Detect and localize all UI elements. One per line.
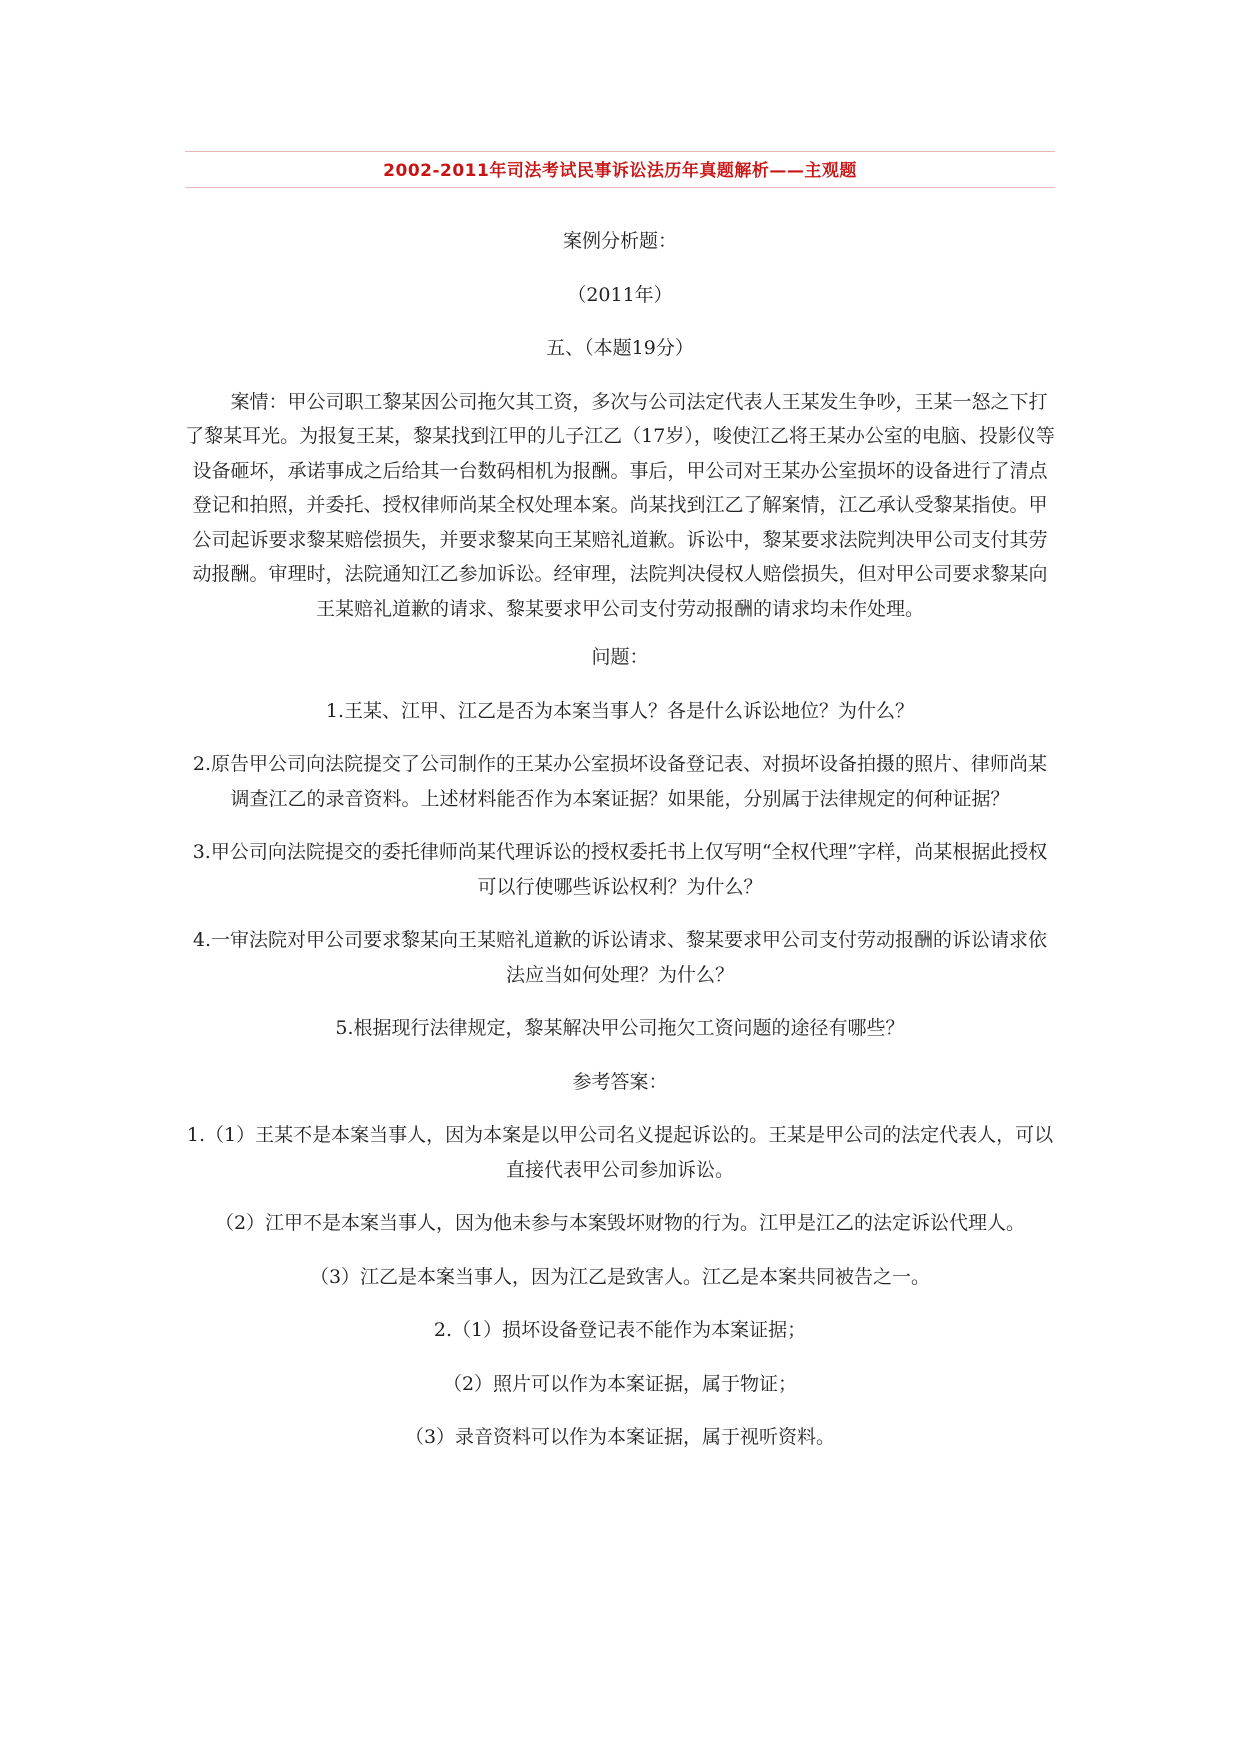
title-bottom-rule: [185, 187, 1055, 188]
answer-item: （2）照片可以作为本案证据，属于物证；: [442, 1372, 798, 1395]
answer-item: 1.（1）王某不是本案当事人，因为本案是以甲公司名义提起诉讼的。王某是甲公司的法定代表人，可以直接代表甲公司参加诉讼。: [186, 1124, 1054, 1181]
section-heading: 案例分析题：: [562, 230, 677, 252]
answer-item: 2.（1）损坏设备登记表不能作为本案证据；: [433, 1319, 807, 1341]
document-title: 2002-2011年司法考试民事诉讼法历年真题解析——主观题: [383, 161, 857, 181]
question-item: 5.根据现行法律规定，黎某解决甲公司拖欠工资问题的途径有哪些？: [335, 1017, 905, 1039]
year-label: （2011年）: [567, 283, 673, 306]
answer-item: （3）江乙是本案当事人，因为江乙是致害人。江乙是本案共同被告之一。: [309, 1265, 931, 1288]
question-item: 2.原告甲公司向法院提交了公司制作的王某办公室损坏设备登记表、对损坏设备拍摄的照片、律师尚某调查江乙的录音资料。上述材料能否作为本案证据？如果能，分别属于法律规定的何种证据？: [192, 753, 1048, 810]
title-top-rule: [185, 151, 1055, 152]
question-item: 4.一审法院对甲公司要求黎某向王某赔礼道歉的诉讼请求、黎某要求甲公司支付劳动报酬的诉讼请求依法应当如何处理？为什么？: [192, 929, 1048, 986]
question-item: 1.王某、江甲、江乙是否为本案当事人？各是什么诉讼地位？为什么？: [325, 699, 915, 722]
answer-item: （2）江甲不是本案当事人，因为他未参与本案毁坏财物的行为。江甲是江乙的法定诉讼代理人。: [214, 1212, 1026, 1234]
document-body: [185, 224, 1055, 1474]
case-description: 案情：甲公司职工黎某因公司拖欠其工资，多次与公司法定代表人王某发生争吵，王某一怒之下打了黎某耳光。为报复王某，黎某找到江甲的儿子江乙（17岁），唆使江乙将王某办公室的电脑、投影仪等设备砸坏，承诺事成之后给其一台数码相机为报酬。事后，甲公司对王某办公室损坏的设备进行了清点登记和拍照，并委托、授权律师尚某全权处理本案。尚某找到江乙了解案情，江乙承认受黎某指使。甲公司起诉要求黎某赔偿损失，并要求黎某向王某赔礼道歉。诉讼中，黎某要求法院判决甲公司支付其劳动报酬。审理时，法院通知江乙参加诉讼。经审理，法院判决侵权人赔偿损失，但对甲公司要求黎某向王某赔礼道歉的请求、黎某要求甲公司支付劳动报酬的请求均未作处理。: [185, 390, 1055, 620]
answer-item: （3）录音资料可以作为本案证据，属于视听资料。: [404, 1426, 836, 1448]
question-number: 五、（本题19分）: [546, 337, 694, 359]
questions-heading: 问题：: [591, 646, 649, 668]
question-item: 3.甲公司向法院提交的委托律师尚某代理诉讼的授权委托书上仅写明“全权代理”字样，尚某根据此授权可以行使哪些诉讼权利？为什么？: [192, 841, 1048, 898]
answers-heading: 参考答案：: [572, 1070, 668, 1093]
